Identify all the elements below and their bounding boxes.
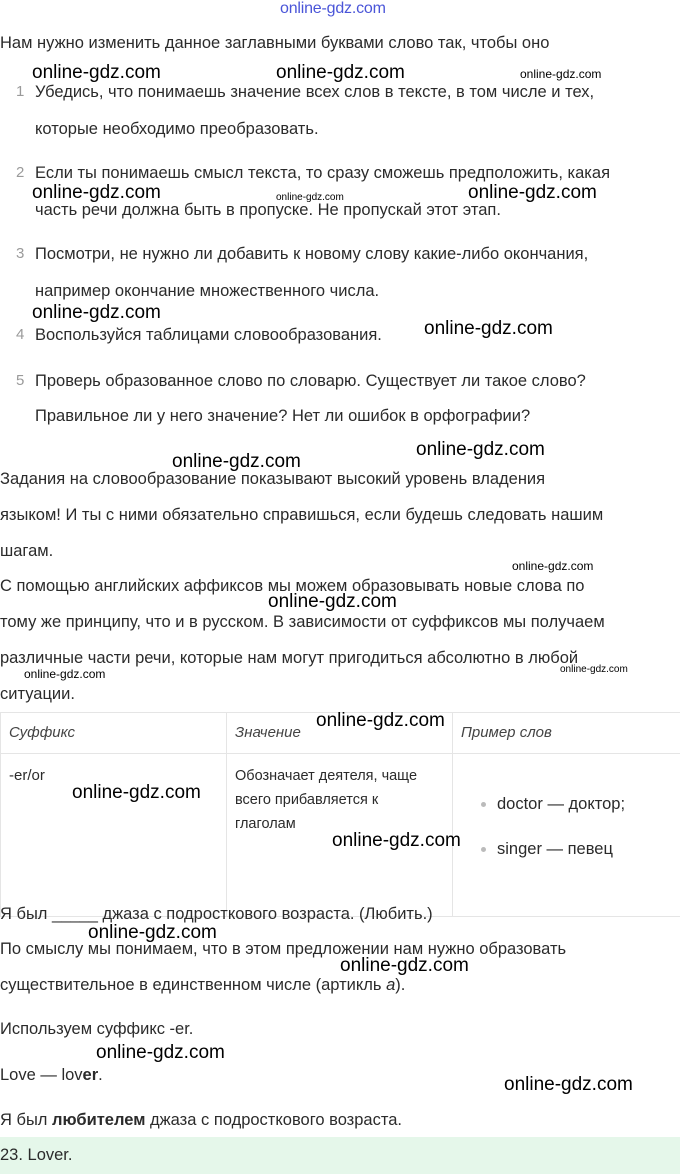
meaning-line: глаголам — [235, 816, 296, 832]
watermark: online-gdz.com — [72, 782, 201, 803]
watermark: online-gdz.com — [316, 710, 445, 731]
watermark: online-gdz.com — [424, 318, 553, 339]
column-header: Пример слов — [453, 713, 680, 754]
watermark: online-gdz.com — [520, 67, 602, 81]
step-line: Если ты понимаешь смысл текста, то сразу сможешь предположить, какая — [35, 164, 611, 182]
column-header: Суффикс — [1, 713, 227, 754]
step-line: часть речи должна быть в пропуске. Не пропускай этот этап. — [35, 201, 501, 219]
use-suffix-text: Используем суффикс -er. — [0, 1020, 194, 1038]
watermark: online-gdz.com — [172, 451, 301, 472]
explanation-line: существительное в единственном числе (артикль a). — [0, 976, 406, 994]
watermark: online-gdz.com — [468, 182, 597, 203]
paragraph-line: шагам. — [0, 542, 54, 560]
step-number: 4 — [16, 326, 25, 343]
answer-bar — [0, 1137, 680, 1174]
watermark: online-gdz.com — [32, 62, 161, 83]
examples-list — [461, 782, 672, 872]
suffix-highlight: er — [82, 1066, 99, 1084]
watermark: online-gdz.com — [332, 830, 461, 851]
paragraph-line: языком! И ты с ними обязательно справишься, если будешь следовать нашим — [0, 506, 604, 524]
result-sentence: Я был любителем джаза с подросткового возраста. — [0, 1111, 402, 1129]
paragraph-line: С помощью английских аффиксов мы можем образовывать новые слова по — [0, 577, 585, 595]
example-item: • doctor — доктор; — [497, 782, 672, 827]
answer-word: любителем — [52, 1111, 146, 1129]
step-number: 2 — [16, 164, 25, 181]
intro-text: Нам нужно изменить данное заглавными буквами слово так, чтобы оно — [0, 34, 550, 52]
explanation-line: По смыслу мы понимаем, что в этом предложении нам нужно образовать — [0, 940, 567, 958]
step-number: 5 — [16, 372, 25, 389]
example-item: • singer — певец — [497, 827, 672, 872]
watermark: online-gdz.com — [276, 62, 405, 83]
watermark: online-gdz.com — [512, 559, 594, 573]
watermark: online-gdz.com — [88, 922, 217, 943]
task-sentence: Я был _____ джаза с подросткового возраста. (Любить.) — [0, 905, 433, 923]
step-line: Посмотри, не нужно ли добавить к новому слову какие-либо окончания, — [35, 245, 589, 263]
meaning-line: всего прибавляется к — [235, 792, 379, 808]
watermark: online-gdz.com — [340, 955, 469, 976]
formation-text: Love — lover. — [0, 1066, 103, 1084]
watermark: online-gdz.com — [24, 667, 106, 681]
article-a: a — [386, 976, 396, 994]
step-line: Правильное ли у него значение? Нет ли ошибок в орфографии? — [35, 407, 531, 425]
step-number: 3 — [16, 245, 25, 262]
step-line: Воспользуйся таблицами словообразования. — [35, 326, 382, 344]
paragraph-line: различные части речи, которые нам могут пригодиться абсолютно в любой — [0, 649, 579, 667]
watermark: online-gdz.com — [560, 664, 628, 675]
watermark: online-gdz.com — [276, 192, 344, 203]
paragraph-line: ситуации. — [0, 685, 75, 703]
examples-cell — [453, 754, 680, 917]
step-number: 1 — [16, 83, 25, 100]
suffix-table — [0, 712, 680, 917]
watermark: online-gdz.com — [416, 439, 545, 460]
watermark: online-gdz.com — [268, 591, 397, 612]
column-header: Значение — [227, 713, 453, 754]
watermark: online-gdz.com — [32, 302, 161, 323]
step-line: которые необходимо преобразовать. — [35, 120, 319, 138]
watermark: online-gdz.com — [504, 1074, 633, 1095]
answer-text: 23. Lover. — [0, 1146, 73, 1164]
watermark: online-gdz.com — [32, 182, 161, 203]
step-line: Проверь образованное слово по словарю. Существует ли такое слово? — [35, 372, 586, 390]
watermark: online-gdz.com — [96, 1042, 225, 1063]
paragraph-line: тому же принципу, что и в русском. В зависимости от суффиксов мы получаем — [0, 613, 605, 631]
header-watermark: online-gdz.com — [280, 0, 386, 17]
step-line: например окончание множественного числа. — [35, 282, 380, 300]
meaning-line: Обозначает деятеля, чаще — [235, 768, 418, 784]
step-line: Убедись, что понимаешь значение всех слов в тексте, в том числе и тех, — [35, 83, 595, 101]
suffix-cell: -er/or — [1, 754, 227, 917]
paragraph-line: Задания на словообразование показывают высокий уровень владения — [0, 470, 546, 488]
